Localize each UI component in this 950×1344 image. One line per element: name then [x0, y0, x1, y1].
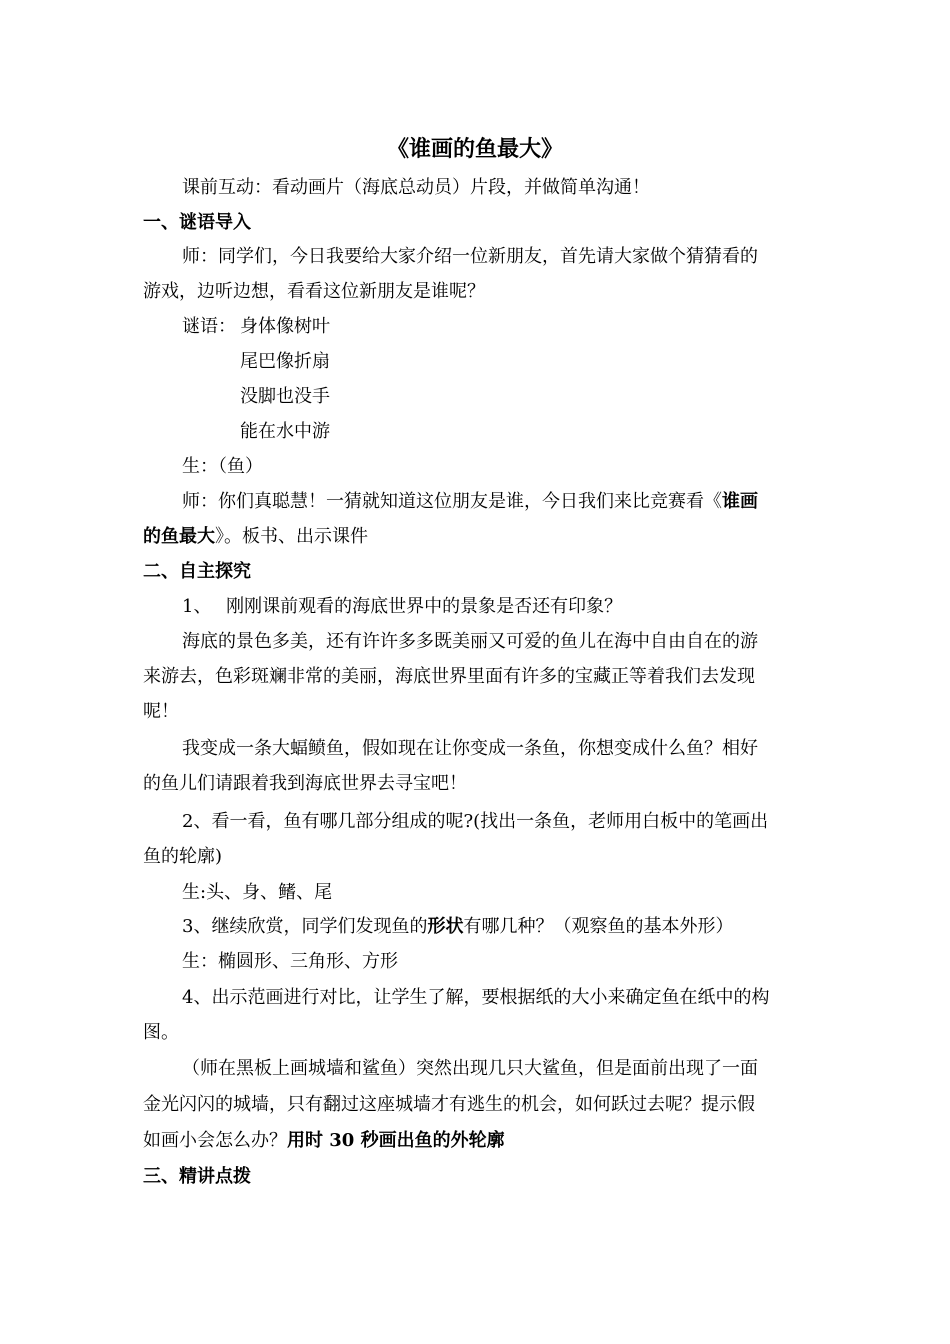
question-3: [182, 915, 733, 939]
bold-text: 用时 30 秒画出鱼的外轮廓: [287, 1130, 505, 1151]
paragraph-line: 我变成一条大蝠鲼鱼，假如现在让你变成一条鱼，你想变成什么鱼？相好: [182, 738, 758, 759]
paragraph-text: 3、继续欣赏，同学们发现鱼的: [182, 916, 428, 937]
paragraph-text: 师：你们真聪慧！一猜就知道这位朋友是谁，今日我们来比竞赛看《: [182, 491, 722, 512]
riddle-label: 谜语：: [182, 316, 236, 337]
bold-text: 谁画: [722, 491, 758, 512]
paragraph-text: 有哪几种？（观察鱼的基本外形）: [463, 916, 734, 937]
paragraph-line: 鱼的轮廓): [143, 846, 223, 867]
section-heading-2: 二、自主探究: [143, 561, 251, 582]
paragraph-line: 图。: [143, 1022, 179, 1043]
paragraph-text: 》。板书、出示课件: [215, 526, 368, 547]
paragraph-line: （师在黑板上画城墙和鲨鱼）突然出现几只大鲨鱼，但是面前出现了一面: [182, 1058, 758, 1079]
paragraph-line: 海底的景色多美，还有许许多多既美丽又可爱的鱼儿在海中自由自在的游: [182, 631, 758, 652]
riddle-line: 能在水中游: [240, 421, 330, 442]
paragraph-line: [143, 1129, 505, 1153]
student-answer: 生：椭圆形、三角形、方形: [182, 951, 398, 972]
page-title: 《谁画的鱼最大》: [386, 136, 563, 162]
bold-text: 形状: [427, 916, 464, 937]
question-4: 4、出示范画进行对比，让学生了解，要根据纸的大小来确定鱼在纸中的构: [182, 987, 770, 1008]
paragraph-line: [143, 525, 368, 549]
paragraph-line: 来游去，色彩斑斓非常的美丽，海底世界里面有许多的宝藏正等着我们去发现: [143, 666, 755, 687]
paragraph-line: [182, 490, 758, 514]
student-answer: 生:头、身、鳍、尾: [182, 882, 333, 903]
paragraph-line: 游戏，边听边想，看看这位新朋友是谁呢？: [143, 281, 485, 302]
question-2: 2、看一看，鱼有哪几部分组成的呢?(找出一条鱼，老师用白板中的笔画出: [182, 811, 769, 832]
question-1: 1、 刚刚课前观看的海底世界中的景象是否还有印象？: [182, 596, 623, 617]
paragraph-line: 的鱼儿们请跟着我到海底世界去寻宝吧！: [143, 773, 467, 794]
paragraph-line: 呢！: [143, 701, 179, 722]
section-heading-3: 三、精讲点拨: [143, 1166, 251, 1187]
riddle-line: 没脚也没手: [240, 386, 330, 407]
riddle-line: 尾巴像折扇: [240, 351, 330, 372]
bold-text: 的鱼最大: [143, 526, 215, 547]
paragraph-text: 如画小会怎么办？: [143, 1130, 287, 1151]
student-answer: 生：（鱼）: [182, 456, 263, 477]
paragraph-line: 师：同学们，今日我要给大家介绍一位新朋友，首先请大家做个猜猜看的: [182, 246, 758, 267]
section-heading-1: 一、谜语导入: [143, 212, 251, 233]
riddle-line: 身体像树叶: [240, 316, 330, 337]
paragraph-line: 金光闪闪的城墙，只有翻过这座城墙才有逃生的机会，如何跃过去呢？提示假: [143, 1094, 755, 1115]
intro-paragraph: 课前互动：看动画片（海底总动员）片段，并做简单沟通！: [182, 177, 650, 198]
